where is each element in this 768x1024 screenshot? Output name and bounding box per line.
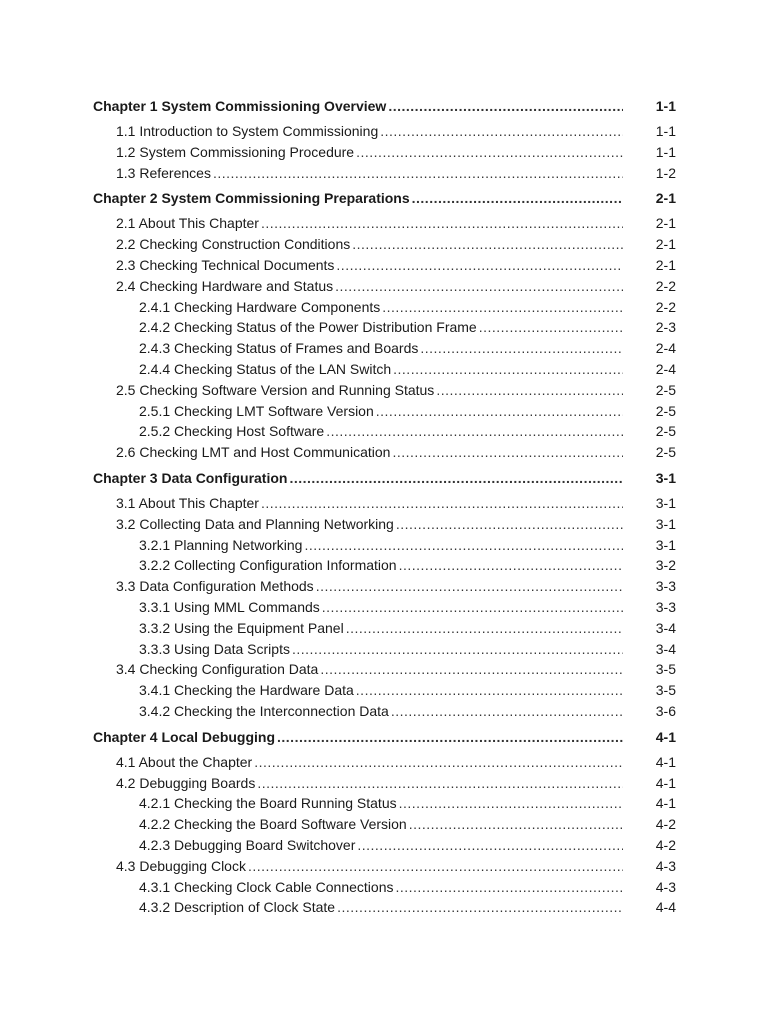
dot-leader: [396, 514, 623, 535]
toc-entry[interactable]: [0, 814, 768, 835]
toc-entry-title-line: [139, 317, 623, 338]
dot-leader: [292, 639, 623, 660]
toc-entry-title: 2.1 About This Chapter: [116, 215, 259, 232]
dot-leader: [337, 897, 623, 918]
toc-entry-title-line: [116, 163, 623, 184]
toc-entry[interactable]: [0, 276, 768, 297]
toc-entry[interactable]: [0, 835, 768, 856]
toc-entry[interactable]: [0, 773, 768, 794]
toc-entry[interactable]: [0, 401, 768, 422]
toc-entry-title: 1.2 System Commissioning Procedure: [116, 143, 355, 160]
dot-leader: [257, 773, 623, 794]
toc-entry-title-line: [116, 276, 623, 297]
toc-entry-title: 2.4.3 Checking Status of Frames and Boards: [139, 340, 419, 357]
toc-entry[interactable]: [0, 897, 768, 918]
toc-entry-title-line: [139, 814, 623, 835]
dot-leader: [320, 659, 623, 680]
toc-entry-title: 2.4.1 Checking Hardware Components: [139, 298, 381, 315]
toc-page-number: 3-4: [655, 640, 676, 657]
toc-entry[interactable]: [0, 142, 768, 163]
toc-page-number: 2-5: [655, 423, 676, 440]
toc-entry-title: 1.1 Introduction to System Commissioning: [116, 123, 379, 139]
toc-page-number: 3-1: [655, 494, 676, 511]
toc-entry-title: 2.4.4 Checking Status of the LAN Switch: [139, 360, 392, 377]
toc-entry[interactable]: [0, 793, 768, 814]
toc-entry[interactable]: [0, 380, 768, 401]
toc-entry-title-line: [116, 213, 623, 234]
toc-entry-title: 2.3 Checking Technical Documents: [116, 256, 335, 273]
toc-page-number: 2-4: [655, 340, 676, 357]
toc-page-number: 3-4: [655, 619, 676, 636]
toc-entry-title: 4.3.2 Description of Clock State: [139, 899, 336, 916]
dot-leader: [336, 255, 623, 276]
dot-leader: [346, 618, 623, 639]
toc-entry[interactable]: [0, 597, 768, 618]
toc-entry-title-line: [139, 421, 623, 442]
dot-leader: [388, 96, 623, 117]
toc-page-number: 2-1: [655, 256, 676, 273]
toc-entry-title-line: [139, 897, 623, 918]
toc-entry-title: 4.3.1 Checking Clock Cable Connections: [139, 878, 394, 895]
dot-leader: [356, 142, 623, 163]
toc-entry-title: Chapter 3 Data Configuration: [93, 469, 288, 486]
toc-chapter-entry[interactable]: [0, 727, 768, 748]
toc-page-number: 4-2: [655, 816, 676, 833]
toc-page-number: 1-1: [655, 143, 676, 160]
toc-entry-title-line: [116, 442, 623, 463]
dot-leader: [399, 793, 623, 814]
toc-page-number: 2-3: [655, 319, 676, 336]
toc-entry-title-line: [139, 597, 623, 618]
toc-entry-title: 2.6 Checking LMT and Host Communication: [116, 444, 391, 461]
dot-leader: [393, 359, 623, 380]
toc-entry-title-line: [139, 835, 623, 856]
toc-page-number: 2-1: [655, 215, 676, 232]
toc-entry-title-line: [139, 793, 623, 814]
toc-entry-title-line: [116, 576, 623, 597]
toc-page-number: 4-1: [655, 753, 676, 770]
dot-leader: [409, 814, 623, 835]
toc-entry-title-line: [116, 380, 623, 401]
toc-entry-title-line: [139, 680, 623, 701]
toc-page-number: 3-3: [655, 598, 676, 615]
toc-entry-title: 2.5.2 Checking Host Software: [139, 423, 325, 440]
toc-entry-title: 4.2 Debugging Boards: [116, 774, 256, 791]
toc-page-number: 4-1: [655, 795, 676, 812]
toc-entry-title: 3.2.2 Collecting Configuration Information: [139, 557, 397, 574]
toc-page-number: 3-1: [655, 515, 676, 532]
toc-entry[interactable]: [0, 659, 768, 680]
toc-entry[interactable]: [0, 163, 768, 184]
toc-page-number: 3-6: [655, 702, 676, 719]
toc-entry[interactable]: [0, 680, 768, 701]
toc-entry-title-line: [139, 555, 623, 576]
toc-entry-title: 4.2.2 Checking the Board Software Version: [139, 816, 407, 833]
toc-entry-title: 4.2.1 Checking the Board Running Status: [139, 795, 397, 812]
toc-chapter-entry[interactable]: [0, 468, 768, 489]
toc-entry-title: 3.3 Data Configuration Methods: [116, 578, 314, 595]
toc-page-number: 2-1: [655, 190, 676, 207]
dot-leader: [289, 468, 623, 489]
toc-entry-title: Chapter 4 Local Debugging: [93, 728, 276, 745]
toc-entry-title-line: [116, 142, 623, 163]
dot-leader: [261, 493, 623, 514]
toc-entry-title: 3.3.2 Using the Equipment Panel: [139, 619, 344, 636]
toc-entry-title-line: [139, 535, 623, 556]
toc-page-number: 4-3: [655, 878, 676, 895]
toc-entry[interactable]: [0, 618, 768, 639]
toc-entry-title-line: [116, 255, 623, 276]
toc-entry-title: 3.4.2 Checking the Interconnection Data: [139, 702, 389, 719]
toc-entry[interactable]: [0, 121, 768, 142]
toc-page-number: 2-1: [655, 236, 676, 253]
toc-entry[interactable]: [0, 752, 768, 773]
toc-entry[interactable]: [0, 514, 768, 535]
toc-page-number: 4-1: [655, 728, 676, 745]
dot-leader: [382, 297, 623, 318]
toc-page-number: 4-3: [655, 857, 676, 874]
toc-entry-title-line: [139, 639, 623, 660]
toc-entry-title-line: [116, 121, 623, 142]
toc-entry-title-line: [93, 188, 623, 209]
toc-entry-title-line: [93, 468, 623, 489]
toc-entry[interactable]: [0, 255, 768, 276]
toc-entry-title-line: [139, 401, 623, 422]
toc-chapter-entry[interactable]: [0, 96, 768, 117]
dot-leader: [261, 213, 623, 234]
dot-leader: [391, 701, 623, 722]
toc-entry-title-line: [116, 752, 623, 773]
toc-page-number: 4-1: [655, 774, 676, 791]
toc-entry-title-line: [93, 727, 623, 748]
dot-leader: [322, 597, 623, 618]
toc-entry[interactable]: [0, 535, 768, 556]
toc-page-number: 1-2: [655, 164, 676, 181]
dot-leader: [352, 234, 623, 255]
toc-entry-title-line: [139, 338, 623, 359]
toc-entry[interactable]: [0, 338, 768, 359]
toc-page-number: 3-2: [655, 557, 676, 574]
toc-page-number: 3-1: [655, 469, 676, 486]
toc-entry[interactable]: [0, 555, 768, 576]
toc-entry[interactable]: [0, 701, 768, 722]
toc-page-number: 1-1: [655, 98, 676, 114]
toc-entry-title-line: [93, 96, 623, 117]
toc-entry-title: Chapter 1 System Commissioning Overview: [93, 98, 387, 114]
toc-entry[interactable]: [0, 317, 768, 338]
toc-entry[interactable]: [0, 213, 768, 234]
toc-entry-title: 3.1 About This Chapter: [116, 494, 259, 511]
toc-page-number: 2-5: [655, 402, 676, 419]
toc-entry[interactable]: [0, 856, 768, 877]
dot-leader: [248, 856, 623, 877]
toc-page-number: 4-2: [655, 836, 676, 853]
toc-entry-title-line: [139, 877, 623, 898]
toc-entry-title: 3.4.1 Checking the Hardware Data: [139, 682, 354, 699]
dot-leader: [356, 680, 623, 701]
dot-leader: [376, 401, 623, 422]
toc-entry-title: 4.1 About the Chapter: [116, 753, 253, 770]
toc-page-number: 2-5: [655, 381, 676, 398]
toc-entry-title: 4.3 Debugging Clock: [116, 857, 246, 874]
toc-page-number: 3-1: [655, 536, 676, 553]
toc-entry-title: 3.2 Collecting Data and Planning Networking: [116, 515, 394, 532]
toc-entry[interactable]: [0, 421, 768, 442]
dot-leader: [254, 752, 623, 773]
dot-leader: [412, 188, 623, 209]
dot-leader: [392, 442, 623, 463]
toc-entry-title-line: [116, 234, 623, 255]
dot-leader: [357, 835, 623, 856]
toc-entry-title-line: [139, 297, 623, 318]
toc-entry-title-line: [116, 773, 623, 794]
dot-leader: [335, 276, 623, 297]
toc-entry[interactable]: [0, 234, 768, 255]
toc-entry-title: 1.3 References: [116, 164, 211, 181]
toc-entry-title: 3.3.3 Using Data Scripts: [139, 640, 290, 657]
toc-page-number: 2-5: [655, 444, 676, 461]
toc-entry[interactable]: [0, 877, 768, 898]
toc-entry-title-line: [139, 359, 623, 380]
toc-entry-title: 2.5 Checking Software Version and Running Status: [116, 381, 435, 398]
toc-entry-title-line: [116, 514, 623, 535]
toc-entry[interactable]: [0, 639, 768, 660]
dot-leader: [316, 576, 623, 597]
toc-entry-title-line: [139, 701, 623, 722]
toc-entry-title: Chapter 2 System Commissioning Preparations: [93, 190, 410, 207]
dot-leader: [380, 121, 623, 142]
dot-leader: [277, 727, 623, 748]
dot-leader: [213, 163, 623, 184]
toc-page-number: 1-1: [655, 123, 676, 139]
toc-entry-title: 4.2.3 Debugging Board Switchover: [139, 836, 356, 853]
toc-entry-title: 2.2 Checking Construction Conditions: [116, 236, 351, 253]
toc-entry-title: 3.4 Checking Configuration Data: [116, 661, 319, 678]
toc-entry-title-line: [116, 856, 623, 877]
table-of-contents: [0, 96, 768, 918]
toc-entry-title: 3.2.1 Planning Networking: [139, 536, 303, 553]
dot-leader: [436, 380, 623, 401]
toc-entry-title-line: [116, 659, 623, 680]
dot-leader: [326, 421, 623, 442]
toc-entry-title-line: [116, 493, 623, 514]
toc-page-number: 2-2: [655, 277, 676, 294]
toc-page-number: 3-5: [655, 661, 676, 678]
dot-leader: [304, 535, 623, 556]
toc-entry[interactable]: [0, 576, 768, 597]
dot-leader: [479, 317, 623, 338]
dot-leader: [399, 555, 623, 576]
toc-entry[interactable]: [0, 359, 768, 380]
toc-entry-title: 2.4 Checking Hardware and Status: [116, 277, 334, 294]
toc-page-number: 2-2: [655, 298, 676, 315]
toc-chapter-entry[interactable]: [0, 188, 768, 209]
toc-entry-title: 2.5.1 Checking LMT Software Version: [139, 402, 374, 419]
toc-page-number: 4-4: [655, 899, 676, 916]
toc-page-number: 2-4: [655, 360, 676, 377]
toc-entry-title: 2.4.2 Checking Status of the Power Distribution Frame: [139, 319, 477, 336]
toc-entry[interactable]: [0, 297, 768, 318]
toc-entry[interactable]: [0, 442, 768, 463]
dot-leader: [395, 877, 623, 898]
toc-page-number: 3-5: [655, 682, 676, 699]
toc-entry-title-line: [139, 618, 623, 639]
dot-leader: [420, 338, 623, 359]
toc-entry-title: 3.3.1 Using MML Commands: [139, 598, 320, 615]
toc-entry[interactable]: [0, 493, 768, 514]
toc-page-number: 3-3: [655, 578, 676, 595]
